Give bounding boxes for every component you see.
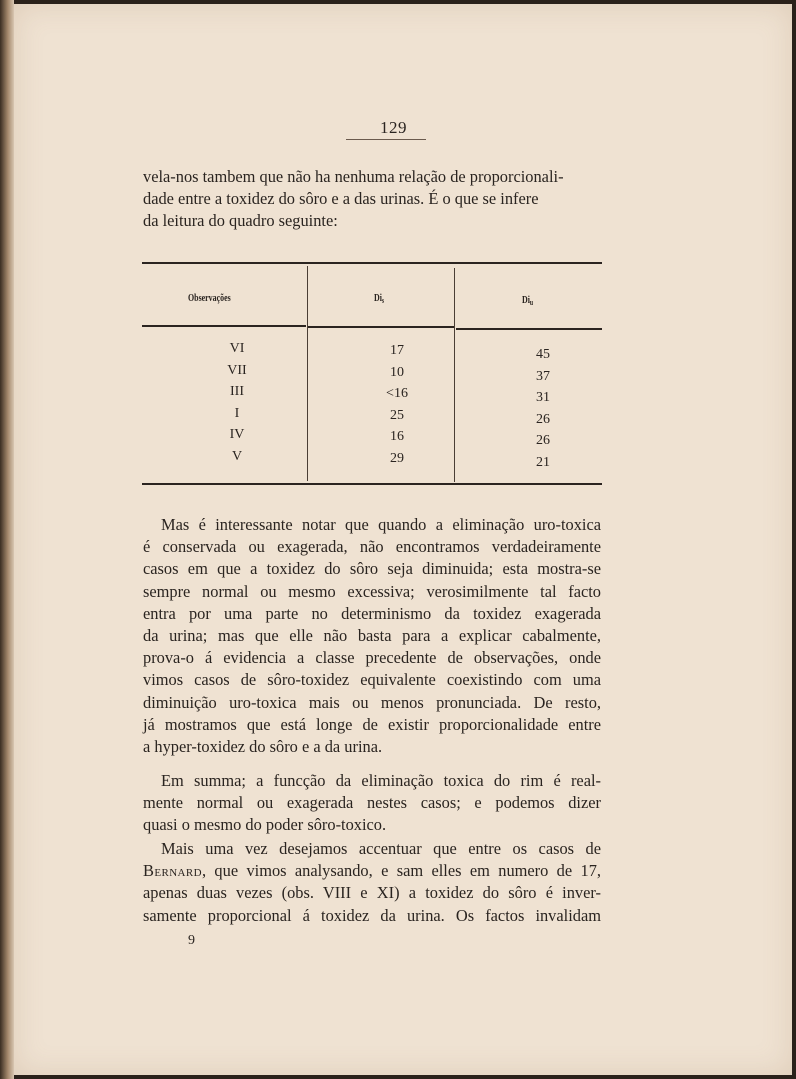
table-cell: 26 [536, 411, 550, 427]
table-column-divider [454, 268, 455, 482]
page-number: 129 [380, 118, 407, 137]
table-header-rule [456, 328, 602, 330]
column-di-s [362, 340, 432, 470]
table-header-rule [308, 326, 454, 328]
text-line: Em summa; a funcção da eliminação toxica do rim é real- [161, 771, 601, 790]
table-cell: 21 [536, 454, 550, 470]
table-cell: 37 [536, 368, 550, 384]
paragraph-2 [143, 770, 601, 837]
text-line: sempre normal ou mesmo excessiva; verosimilmente tal facto [143, 581, 601, 601]
header-observacoes: Observações [188, 292, 231, 304]
text-line: Mais uma vez desejamos accentuar que entre os casos de [161, 839, 601, 858]
table-column-divider [307, 266, 308, 481]
text-line: entra por uma parte no determinismo da toxidez exagerada [143, 603, 601, 623]
text-line: vimos casos de sôro-toxidez equivalente coexistindo com uma [143, 670, 601, 690]
table-bottom-rule [142, 483, 602, 485]
text-line: vela-nos tambem que não ha nenhuma relação de proporcionali- [143, 167, 564, 186]
table-cell: VI [229, 341, 245, 356]
text-line: diminuição uro-toxica mais ou menos pronunciada. De resto, [143, 692, 601, 712]
author-name: Bernard [143, 861, 202, 881]
text-line: já mostramos que está longe de existir proporcionalidade entre [143, 714, 601, 734]
header-di-s: Dis [374, 292, 385, 305]
table-cell: <16 [386, 386, 408, 402]
text-line: da urina; mas que elle não basta para a explicar cabalmente, [143, 626, 601, 646]
data-table [142, 262, 602, 488]
header-di-u: Diu [522, 294, 534, 307]
table-cell: 10 [390, 364, 404, 380]
intro-paragraph [143, 166, 601, 233]
table-cell: V [231, 448, 243, 464]
text-line: da leitura do quadro seguinte: [143, 211, 338, 231]
table-cell: 16 [390, 429, 404, 445]
text-line: a hyper-toxidez do sôro e a da urina. [143, 737, 383, 757]
table-cell: 25 [390, 407, 404, 423]
table-header-rule [142, 325, 306, 327]
book-page [14, 4, 792, 1075]
text-line: samente proporcional á toxidez da urina. Os factos invalidam [143, 905, 601, 925]
table-cell: VII [227, 362, 247, 378]
column-observacoes [202, 338, 272, 468]
paragraph-3 [143, 838, 601, 927]
text-line: mente normal ou exagerada nestes casos; e podemos dizer [143, 793, 601, 813]
book-spine [0, 0, 14, 1079]
table-cell: 45 [536, 347, 550, 362]
table-cell: 17 [390, 343, 404, 358]
table-cell: 31 [536, 390, 550, 406]
table-cell: III [230, 384, 244, 400]
text-line: prova-o á evidencia a classe precedente de observações, onde [143, 648, 601, 668]
text-line: apenas duas vezes (obs. VIII e XI) a toxidez do sôro é inver- [143, 883, 601, 903]
text-line: Bernard, que vimos analysando, e sam elles em numero de 17, [143, 861, 601, 881]
table-top-rule [142, 262, 602, 264]
page-number-rule [346, 139, 426, 140]
text-line: dade entre a toxidez do sôro e a das urinas. É o que se infere [143, 189, 539, 209]
table-cell: IV [229, 427, 245, 443]
text-line: quasi o mesmo do poder sôro-toxico. [143, 815, 387, 835]
table-cell: 26 [536, 433, 550, 449]
text-line: casos em que a toxidez do sôro seja diminuida; esta mostra-se [143, 559, 601, 579]
text-line: é conservada ou exagerada, não encontramos verdadeiramente [143, 537, 601, 557]
column-di-u [508, 344, 578, 474]
text-line: Mas é interessante notar que quando a eliminação uro-toxica [161, 515, 601, 534]
signature-mark: 9 [188, 933, 195, 948]
paragraph-1 [143, 514, 601, 758]
table-cell: 29 [390, 450, 404, 466]
table-cell: I [234, 405, 240, 421]
